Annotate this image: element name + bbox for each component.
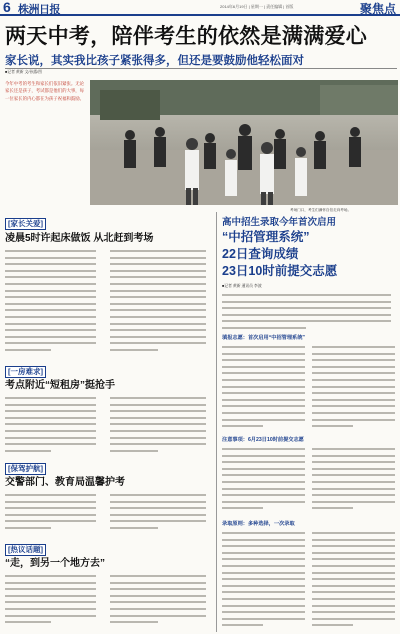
article3-col1: [5, 492, 100, 537]
enrollment-sub2: 注意事项：6月23日10时前提交志愿: [222, 437, 304, 443]
page-number: 6: [3, 0, 11, 15]
article1-col1: [5, 248, 100, 358]
crowd-photo-graphic: [90, 80, 398, 205]
enrollment-col4: [312, 446, 398, 514]
subheadline: 家长说，其实我比孩子紧张得多，但还是要鼓励他轻松面对: [5, 55, 304, 67]
enrollment-line3: 22日查询成绩: [222, 247, 299, 261]
column-divider: [216, 212, 217, 632]
enrollment-line2: “中招管理系统”: [222, 230, 310, 244]
enrollment-col5: [222, 530, 308, 630]
enrollment-intro: [222, 292, 398, 332]
article2-col2: [110, 395, 210, 457]
enrollment-col3: [222, 446, 308, 514]
article1-col2: [110, 248, 210, 358]
tag-parent-care: [家长关爱]: [5, 218, 46, 230]
section1-title: 凌晨5时许起床做饭 从北赶到考场: [5, 233, 154, 244]
enrollment-sub1: 填报志愿：首次启用“中招管理系统”: [222, 335, 306, 341]
section3-title: 交警部门、教育局温馨护考: [5, 477, 125, 488]
section4-title: “走，到另一个地方去”: [5, 558, 105, 569]
enrollment-headline-box: [220, 214, 398, 278]
enrollment-byline: ■记者 黄新 通讯员 李波: [222, 284, 262, 288]
tag-escort: [保驾护航]: [5, 463, 46, 475]
enrollment-line1: 高中招生录取今年首次启用: [222, 217, 337, 228]
tag-hot-topic: [热议话题]: [5, 544, 46, 556]
article4-col1: [5, 573, 100, 631]
article3-col2: [110, 492, 210, 537]
divider: [5, 68, 397, 69]
date-line: 2014年6月19日 | 星期一 | 责任编辑 | 首版: [220, 4, 294, 9]
byline: ■记者 黄新 文/孙露/图: [5, 70, 42, 74]
page-header: [0, 0, 400, 16]
lead-paragraph: 今年中考的考生和家长们依旧紧张。无论家长还是孩子，考试都是他们的大事，每一位家长的内心都在为孩子祝福和鼓励。: [5, 81, 85, 101]
article4-col2: [110, 573, 210, 631]
section2-title: 考点附近“短租房”挺抢手: [5, 380, 115, 391]
section-name: 聚焦点: [359, 2, 396, 16]
news-photo: [90, 80, 398, 205]
headline: 两天中考，陪伴考生的依然是满满爱心: [5, 25, 368, 48]
enrollment-col6: [312, 530, 398, 630]
photo-caption: 考场门口，考生们满怀自信走向考场。: [290, 208, 352, 212]
enrollment-line4: 23日10时前提交志愿: [222, 264, 338, 278]
article2-col1: [5, 395, 100, 457]
newspaper-logo: 株洲日报: [18, 4, 60, 16]
enrollment-col1: [222, 344, 308, 428]
tag-housing: [一房难求]: [5, 366, 46, 378]
enrollment-col2: [312, 344, 398, 428]
enrollment-sub3: 录取原则：多种选择，一次录取: [222, 521, 295, 527]
